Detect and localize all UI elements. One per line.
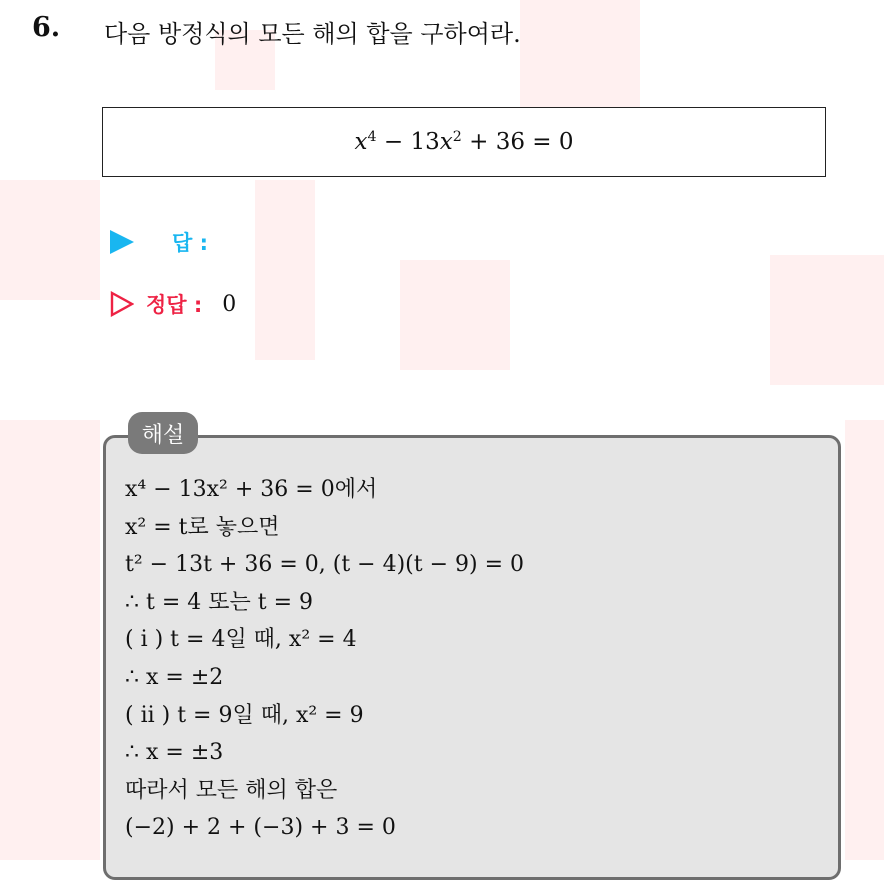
solution-line: ( i ) t = 4일 때, x² = 4 <box>125 627 357 653</box>
answer-row <box>110 226 208 258</box>
solution-line: ( ii ) t = 9일 때, x² = 9 <box>125 702 364 728</box>
solution-tab: 해설 <box>128 412 198 454</box>
play-triangle-icon <box>110 230 134 254</box>
equation-box <box>102 107 826 177</box>
solution-line: (−2) + 2 + (−3) + 3 = 0 <box>125 815 396 841</box>
solution-line: ∴ t = 4 또는 t = 9 <box>125 589 313 615</box>
watermark-block <box>400 260 510 370</box>
solution-line: ∴ x = ±3 <box>125 740 224 766</box>
correct-answer-label: 정답 : <box>146 293 203 317</box>
answer-label: 답 : <box>172 231 208 255</box>
watermark-block <box>520 0 640 120</box>
solution-line: x² = t로 놓으면 <box>125 514 280 540</box>
watermark-block <box>255 180 315 360</box>
solution-lines <box>125 471 524 847</box>
question-number: 6. <box>32 12 61 43</box>
watermark-block <box>0 180 100 300</box>
correct-answer-row <box>110 288 236 320</box>
solution-line: x⁴ − 13x² + 36 = 0에서 <box>125 477 378 502</box>
solution-line: t² − 13t + 36 = 0, (t − 4)(t − 9) = 0 <box>125 552 524 578</box>
equation: $x^4 - 13x^2 + 36 = 0$ <box>354 129 574 155</box>
watermark-block <box>0 420 100 860</box>
question-text: 다음 방정식의 모든 해의 합을 구하여라. <box>104 20 521 48</box>
watermark-block <box>770 255 884 385</box>
outline-triangle-icon <box>110 291 134 317</box>
solution-line: 따라서 모든 해의 합은 <box>125 777 338 803</box>
correct-answer-value: 0 <box>222 291 237 317</box>
solution-line: ∴ x = ±2 <box>125 664 224 690</box>
watermark-block <box>845 420 884 860</box>
